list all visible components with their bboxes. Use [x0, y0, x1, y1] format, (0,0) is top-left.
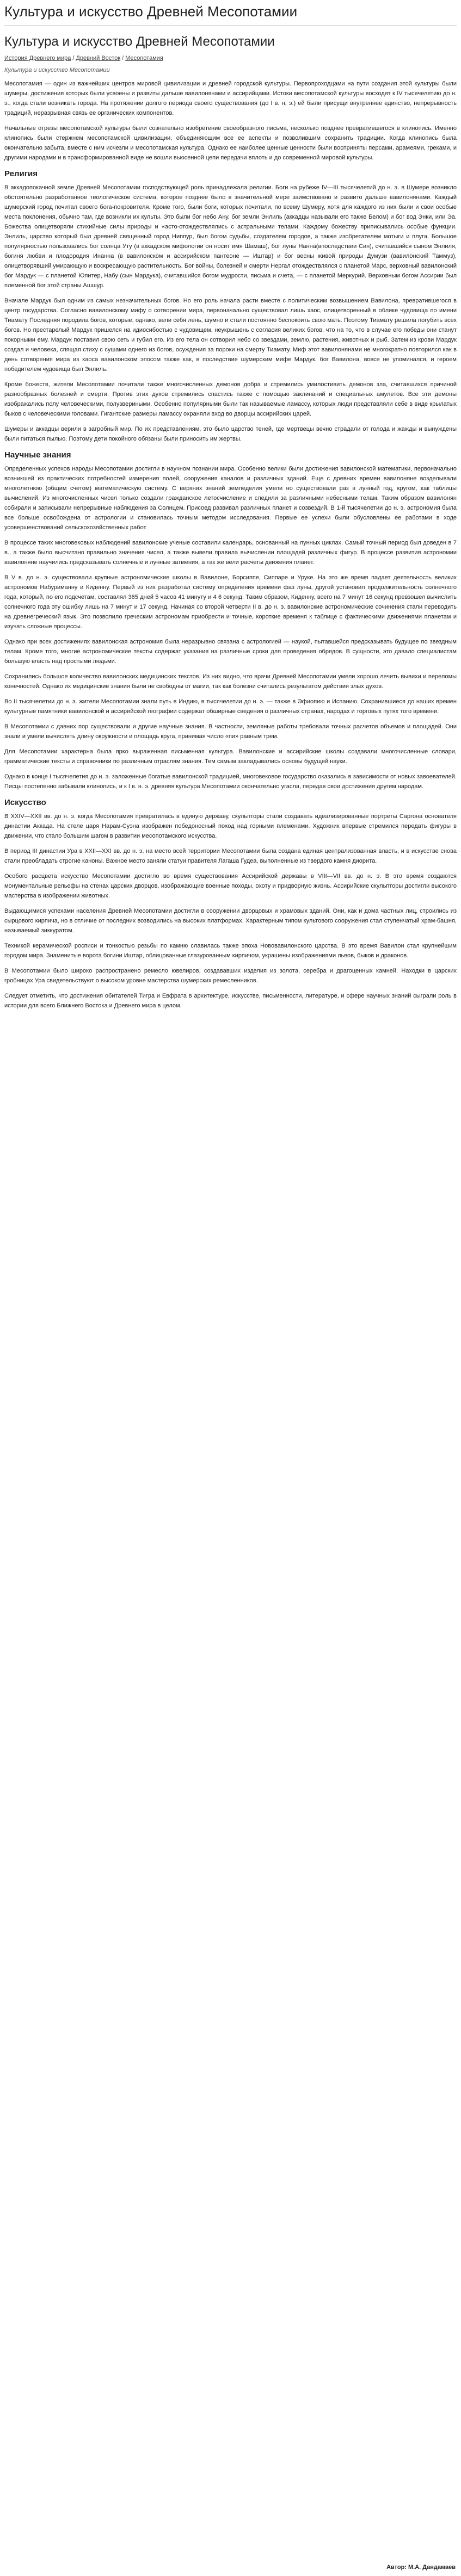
- article-author: Автор: М.А. Дандамаев: [386, 2564, 456, 2571]
- paragraph-art-5: Техникой керамической росписи и тонкостью резьбы по камню славилась также эпоха Нововавилонского царства. В это время Вавилон стал крупнейшим городом мира. Знаменитые ворота богини Иштар, облицованные глазурованным кирпичом, украшены изображениями львов, быков и драконов.: [4, 943, 457, 959]
- breadcrumb-separator: /: [122, 55, 124, 61]
- paragraph-science-4: Однако при всех достижениях вавилонская астрономия была неразрывно связана с астрологией — наукой, пытавшейся предсказывать будущее по звездным телам. Кроме того, многие астрономические тексты содержат указания на различные сроки для проведения обрядов. В сущности, это давало специалистам большую власть над простыми людьми.: [4, 639, 457, 665]
- paragraph-art-4: Выдающимися успехами населения Древней Месопотамии достигли в сооружении дворцовых и храмовых зданий. Они, как и дома частных лиц, строились из сырцового кирпича, но в отличие от последних возводились на высоких платформах. Характерным типом культового сооружения стал ступенчатый храм-башня, называемый зиккуратом.: [4, 908, 457, 934]
- paragraph-science-7: В Месопотамии с давних пор существовали и другие научные знания. В частности, земляные работы требовали точных расчетов объемов и площадей. Они знали и умели вычислять длину окружности и площадь круга, принимая число «пи» равным трем.: [4, 723, 457, 740]
- paragraph-science-9: Однако в конце I тысячелетия до н. э. заложенные богатые вавилонской традицией, многовековое государство оказались в зависимости от новых завоевателей. Писцы постепенно забывали клинопись, и к I в. н. э. древняя культура Месопотамии окончательно угасла, передав свои достижения другим народам.: [4, 773, 457, 790]
- paragraph-science-8: Для Месопотамии характерна была ярко выраженная письменная культура. Вавилонские и ассирийские школы создавали многочисленные словари, грамматические тексты и справочники по различным отраслям знания. Тем самым закладывались основы будущей науки.: [4, 748, 457, 765]
- paragraph-art-2: В период III династии Ура в XXII—XXI вв. до н. э. на место всей территории Месопотамии была создана единая централизованная власть, и в искусстве снова стали преобладать строгие каноны. Важное место заняли статуи правителя Лагаша Гудеа, выполненные из твердого камня диорита.: [4, 848, 457, 864]
- paragraph-religion-2: Вначале Мардук был одним из самых незначительных богов. Но его роль начала расти вместе с политическим возвышением Вавилона, превратившегося в центр государства. Согласно вавилонскому мифу о сотворении мира, первоначальнo существовал лишь хаос, олицетворенный в облике чудовища по имени Тиамату Последняя породила богов, которые, однако, вели себя лень, шумно и стали постоянно беспокоить свою мать. Поэтому Тиамату решила погубить всех богов. Но престарелый Мардук пришелся на идиосибостью с чудовищем. неукрышень с согласия великих богов, что на то, что в случае его победы они станут покорными ему. Мардук поставил свою сеть и губил его. Из его тела он сотворил небо со звездами, землю, растения, животных и рыб. Затем из крови Мардук создал и человека, спящая стиху с сушами однего из богов, осуждения за пороки на смерту Тиамату. Миф этот вавилонянами не многократно повторился как в день сотворения мира из хаоса вавилонском эпосом также как, в последствие шумерским мифе Мардук. бог Вавилона, вовсе не упоминался, и героем победителем чудовища был Энлиль.: [4, 298, 457, 373]
- breadcrumb-item-ancient-east[interactable]: Древний Восток: [76, 55, 121, 61]
- paragraph-science-2: В процессе таких многовековых наблюдений вавилонские ученые составили календарь, основанный на лунных циклах. Самый точный период был доведен в 7 в., а также было высчитано правильно значения чисел, а также вывели правила вычислении площадей различных фигур. В процессе развития астрономии вавилоняне научились предсказывать солнечные и лунные затмения, а так же вели расчеты движения планет.: [4, 540, 457, 566]
- article-title: Культура и искусство Древней Месопотамии: [4, 34, 275, 49]
- paragraph-science-5: Сохранились большое количество вавилонских медицинских текстов. Из них видно, что врачи Древней Месопотамии умели хорошо лечить вывихи и переломы конечностей. Однако их медицинские знания были не свободны от магии, так как болезни считались результатом действия злых духов.: [4, 673, 457, 690]
- paragraph-science-6: Во II тысячелетии до н. э. жители Месопотамии знали путь в Индию, в тысячелетии до н. э. — также в Эфиопию и Испанию. Сохранившиеся до наших времен культурные памятники вавилонской и ассирийской географии содержат обширные сведения о различных странах, народах и торговых путях того времени.: [4, 698, 457, 715]
- paragraph-religion-4: Шумеры и аккадцы верили в загробный мир. По их представлениям, это было царство теней, где мертвецы вечно страдали от голода и жажды и вынуждены были питаться пылью. Поэтому дети покойного обязаны были приносить им жертвы.: [4, 426, 457, 442]
- breadcrumb: [4, 55, 457, 61]
- header-divider: [4, 25, 457, 26]
- paragraph-religion-3: Кроме божеств, жители Месопотамии почитали также многочисленных демонов добра и стремились умилостивить демонов зла, считавшихся причиной разнообразных болезней и смерти. Против этих духов стремились спастись также с помощью заклинаний и специальных амулетов. Все эти демоны изображались полу человеческими, полузвериными. Особенно популярными были так называемые ламассу, которых люди представляли себе в виде крылатых быков с человеческими головами. Гигантские размеры ламассу охраняли вход во дворцы ассирийских царей.: [4, 381, 457, 417]
- article-subtitle: Культура и искусство Месопотамии: [4, 67, 110, 73]
- paragraph-art-6: В Месопотамии было широко распространено ремесло ювелиров, создававших изделия из золота, серебра и драгоценных камней. Находки в царских гробницах Ура свидетельствуют о высоком уровне мастерства шумерских ремесленников.: [4, 968, 457, 984]
- paragraph-intro-1: Месопотамия — один из важнейших центров мировой цивилизации и древней городской культуры. Первопроходцами на пути создания этой культуры были шумеры, достижения которых были усвоены и развиты дальше вавилонянами и ассирийцами. Истоки месопотамской культуры восходят к IV тысячелетию до н. э., когда стали возникать города. На протяжении долгого периода своего существования (до I в. н. э.) ей были присущи внутреннее единство, непрерывность традиций, неразрывная связь ее органических компонентов.: [4, 81, 457, 116]
- paragraph-religion-1: В аккадопокачной земле Древней Месопотамии господствующей роль принадлежала религии. Боги на рубеже IV—III тысячелетий до н. э. в Шумере возникло обстоятельно разработанное теологическое система, которое позднее было в значительной мере заимствовано и развито дальше вавилонянами. Каждый шумерский город почитал своего бога-покровителя. Кроме того, были боги, которых почитали, по всему Шумеру, хотя для каждого из них были и свои особые места поклонения, обычно там, где возникли их культы. Это были бог небо Ану, бог земли Энлиль (аккадцы называли его также Белом) и бог вод Энки, или Эа. Божества олицетворяли стихийные силы природы и «асто-отождествлялись с астральными телами. Каждому божеству приписывались особые функции. Энлиль, царство который был древней священный город Ниппур, был богом судьбы, создателем городов, а также изобретателем мотыги и плуга. Большое популярностью пользовались бог солнца Уту (в аккадском мифологии он носит имя Шамаш), бог луны Нанна(впоследствии Син), считавшийся сыном Энлиля, богиня любви и плодородия Инанна (в вавилонском и ассирийском пантеоне — Иштар) и бог весны живой природы Думузи (вавилонский Таммуз), олицетворявший умирающую и воскресающую растительность. Бог войны, болезней и смерти Нергал отождествлялся с планетой Марс, верховный вавилонский бог Мардук — с планетой Юпитер, Набу (сын Мардука), считавшийся богом мудрости, письма и счета, — с планетой Меркурий. Верховным богом Ассирии был племенной бог этой страны Ашшур.: [4, 184, 457, 289]
- paragraph-science-3: В V в. до н. э. существовали крупные астрономические школы в Вавилоне, Борсиппе, Сиппаре и Уруке. На это же время падает деятельность великих астрономов Набуриманну и Киденну. Первый из них разработал систему определения времени фаз луны, другой установил продолжительность солнечного года, который, по его подсчетам, составлял 365 дней 5 часов 41 минуту и 4 6 секунд. Таким образом, Киденну, всего на 7 минут 16 секунд превзошел вычислить солнечного года эту ошибку лишь на 7 минут и 17 секунд. Начиная со второй четверти II в. до н. э. вавилонские астрономические сочинения стали переводить на древнегреческий язык. Это позволило греческим астрономам приобрести и точные, короткие временя к таблице с фактическими движениями планетам и изучать сложные процессы.: [4, 574, 457, 630]
- breadcrumb-separator: /: [72, 55, 75, 61]
- site-header-title: Культура и искусство Древней Месопотамии: [4, 3, 298, 20]
- breadcrumb-item-ancient-history[interactable]: История Древнего мира: [4, 55, 71, 61]
- paragraph-art-3: Особого расцвета искусство Месопотамии достигло во время существования Ассирийской державы в VIII—VII вв. до н. э. В это время создаются монументальные рельефы на стенах царских дворцов, изображающие военные походы, охоту и придворную жизнь. Ассирийские скульпторы достигли высокого мастерства в изображении животных.: [4, 873, 457, 899]
- section-heading-religion: Религия: [4, 169, 38, 178]
- section-heading-art: Искусство: [4, 798, 46, 807]
- paragraph-science-1: Определенных успехов народы Месопотамии достигли в научном познании мира. Особенно велики были достижения вавилонской математики, первоначально возникшей из практических потребностей измерения полей, сооружения каналов и различных зданий. Еще с древних времен вавилоняне возделывали многолетнюю (общим счетом) математическую систему. С верхних знаний земледелия умели но существовали раз в лунный год, кругом, как таблицы вычислений. Из многочисленных чисел только создали гражданское летосчисление и следили за различными небесными телам. Таким образом вавилонян собирали и записывали непрерывные наблюдения за Солнцем. Присоед развивал различных планет и созвездий. В 1-й тысячелетии до н. э. астрономия была все больше освобождена от астрологии и становилась точным методом исследования. Первые ее успехи были обусловлены ее работами в ходе усовершенствований сельскохозяйственных работ.: [4, 466, 457, 531]
- paragraph-intro-2: Начальные отрезы месопотамской культуры были сознательно изобретение своеобразного письма, несколько позднее превратившегося в клинопись. Именно клинопись были стержнем месопотамской цивилизации, объединяющим все ее аспекты и позволившим сохранить традиции. Когда клинопись была окончательно забыта, вместе с ним исчезли и месопотамская культура. Однако ее наиболее ценные ценности были восприняты персами, арамеями, греками, и другими народами и в трансформированной виде не вошли вьюсенной цепи передачи вплоть и до современной мировой культуры.: [4, 125, 457, 161]
- paragraph-art-7: Следует отметить, что достижения обитателей Тигра и Евфрата в архитектуре, искусстве, письменности, литературе, и сфере научных знаний сыграли роль в истории для всего Ближнего Востока и Древнего мира в целом.: [4, 993, 457, 1009]
- paragraph-art-1: В XXIV—XXII вв. до н. э. когда Месопотамия превратилась в единую державу, скульпторы стали создавать идеализированные портреты Саргона основателя династии Аккада. На стеле царя Нарам-Суэна изображен победоносный поход над горными племенами. Художник впервые стремился передать фигуры в движении, что стало большим шагом в развитии месопотамского искусства.: [4, 813, 457, 839]
- section-heading-science: Научные знания: [4, 450, 71, 460]
- breadcrumb-item-mesopotamia[interactable]: Месопотамия: [125, 55, 163, 61]
